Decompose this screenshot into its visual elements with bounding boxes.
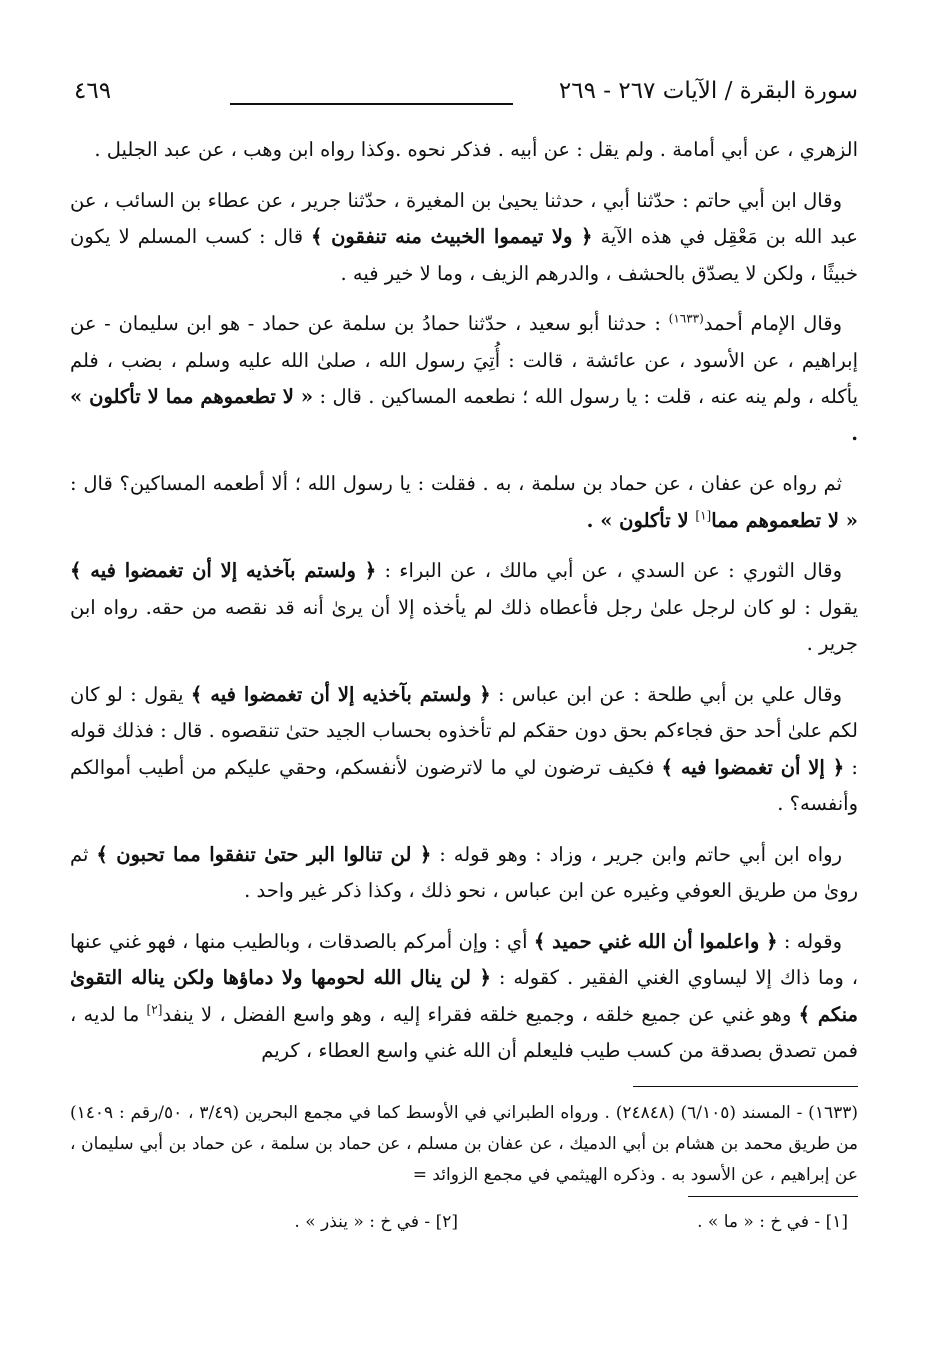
page-number: ٤٦٩ — [74, 78, 112, 104]
footnote-marker: [١] — [695, 508, 712, 522]
text-segment: وقال علي بن أبي طلحة : عن ابن عباس : — [490, 682, 842, 706]
paragraph-p7 — [70, 837, 858, 910]
text-segment: أي : وإن أمركم بالصدقات ، وبالطيب منها ، فهو غني عنها ، وما ذاك إلا ليساوي الغني الفقير . كقوله : — [70, 929, 858, 989]
running-title: سورة البقرة / الآيات ٢٦٧ - ٢٦٩ — [558, 78, 858, 104]
text-segment: ثم رواه عن عفان ، عن حماد بن سلمة ، به . فقلت : يا رسول الله ؛ ألا أطعمه المساكين؟ قال : — [70, 472, 842, 495]
text-segment: ثم روىٰ من طريق العوفي وغيره عن ابن عباس ، نحو ذلك ، وكذا ذكر غير واحد . — [70, 842, 858, 902]
quoted-verse: ﴿ لن ينال الله لحومها ولا دماؤها ولكن يناله التقوىٰ منكم ﴾ — [70, 966, 858, 1026]
quoted-verse: لا تأكلون » . — [586, 508, 696, 532]
text-segment: وقال الإمام أحمد — [703, 312, 842, 335]
text-segment: رواه ابن أبي حاتم وابن جرير ، وزاد : وهو قوله : — [431, 842, 843, 866]
book-page — [70, 70, 858, 1280]
text-segment: فكيف ترضون لي ما لاترضون لأنفسكم، وحقي عليكم من أطيب أموالكم وأنفسه؟ . — [70, 755, 858, 815]
quoted-verse: ﴿ ولستم بآخذيه إلا أن تغمضوا فيه ﴾ — [190, 682, 491, 706]
paragraph-p8 — [70, 924, 858, 1070]
text-segment: : حدثنا أبو سعيد ، حدّثنا حمادُ بن سلمة عن حماد - هو ابن سليمان - عن إبراهيم ، عن الأسود ، عن عائشة ، قالت : أُتِيَ رسول الله ، صلىٰ الله عليه وسلم ، بضب ، فلم يأكله ، ولم ينه عنه ، قلت : يا رسول الله ؛ نطعمه المساكين . قال : — [70, 312, 858, 408]
quoted-verse: « لا تطعموهم مما — [711, 508, 858, 532]
manuscript-notes — [70, 1212, 858, 1246]
text-segment: الزهري ، عن أبي أمامة . ولم يقل : عن أبيه . فذكر نحوه .وكذا رواه ابن وهب ، عن عبد الجليل . — [94, 138, 858, 161]
quoted-verse: « لا تطعموهم مما لا تأكلون » . — [70, 385, 858, 445]
text-segment: قال : كسب المسلم لا يكون خبيثًا ، ولكن لا يصدّق بالحشف ، والدرهم الزيف ، وما لا خير فيه . — [70, 225, 858, 285]
text-segment: وقوله : — [777, 929, 842, 953]
main-text — [70, 132, 858, 1084]
quoted-verse: ﴿ ولستم بآخذيه إلا أن تغمضوا فيه ﴾ — [70, 559, 377, 582]
quoted-verse: ﴿ إلا أن تغمضوا فيه ﴾ — [661, 755, 845, 779]
footnote-text: (١٦٣٣) - المسند (٦/١٠٥) (٢٤٨٤٨) . ورواه الطبراني في الأوسط كما في مجمع البحرين (٣/٤٩ ، ٥٠/رقم : ١٤٠٩) من طريق محمد بن هشام بن أبي الدميك ، عن عفان بن مسلم ، عن حماد بن سلمة ، عن حماد بن أبي سليمان ، عن إبراهيم ، عن الأسود به . وذكره الهيثمي في مجمع الزوائد = — [70, 1103, 858, 1185]
note-1: [١] - في خ : « ما » . — [697, 1212, 848, 1232]
text-segment: وقال ابن أبي حاتم : حدّثنا أبي ، حدثنا يحيىٰ بن المغيرة ، حدّثنا جرير ، عن عطاء بن السائب ، عن عبد الله بن مَعْقِل في هذه الآية — [70, 188, 859, 248]
footnote-marker: (١٦٣٣) — [668, 311, 704, 326]
text-segment: يقول : لو كان لكم علىٰ أحد حق فجاءكم بحق دون حقكم لم تأخذوه بحساب الجيد حتىٰ تنقصوه . قال : فذلك قوله : — [70, 682, 858, 779]
footnote-separator — [633, 1086, 858, 1087]
header-rule — [230, 103, 513, 105]
paragraph-p4 — [70, 466, 858, 539]
paragraph-p6 — [70, 677, 858, 823]
quoted-verse: ﴿ واعلموا أن الله غني حميد ﴾ — [533, 929, 778, 953]
text-segment: ما لديه ، فمن تصدق بصدقة من كسب طيب فليعلم أن الله غني واسع العطاء ، كريم — [70, 1002, 858, 1062]
page-header — [70, 78, 858, 122]
paragraph-p1 — [70, 132, 858, 169]
footnote-marker: [٢] — [146, 1002, 163, 1016]
text-segment: وهو غني عن جميع خلقه ، وجميع خلقه فقراء إليه ، وهو واسع الفضل ، لا ينفد — [162, 1002, 799, 1026]
paragraph-p5 — [70, 553, 858, 663]
notes-separator — [688, 1196, 858, 1197]
quoted-verse: ﴿ لن تنالوا البر حتىٰ تنفقوا مما تحبون ﴾ — [96, 842, 432, 866]
text-segment: وقال الثوري : عن السدي ، عن أبي مالك ، عن البراء : — [376, 559, 842, 582]
text-segment: يقول : لو كان لرجل علىٰ رجل فأعطاه ذلك لم يأخذه إلا أن يرىٰ أنه قد نقصه من حقه. رواه ابن جرير . — [70, 595, 858, 655]
note-2: [٢] - في خ : « ينذر » . — [294, 1212, 458, 1232]
quoted-verse: ﴿ ولا تيمموا الخبيث منه تنفقون ﴾ — [311, 225, 593, 248]
paragraph-p3 — [70, 306, 858, 452]
paragraph-p2 — [70, 183, 858, 293]
